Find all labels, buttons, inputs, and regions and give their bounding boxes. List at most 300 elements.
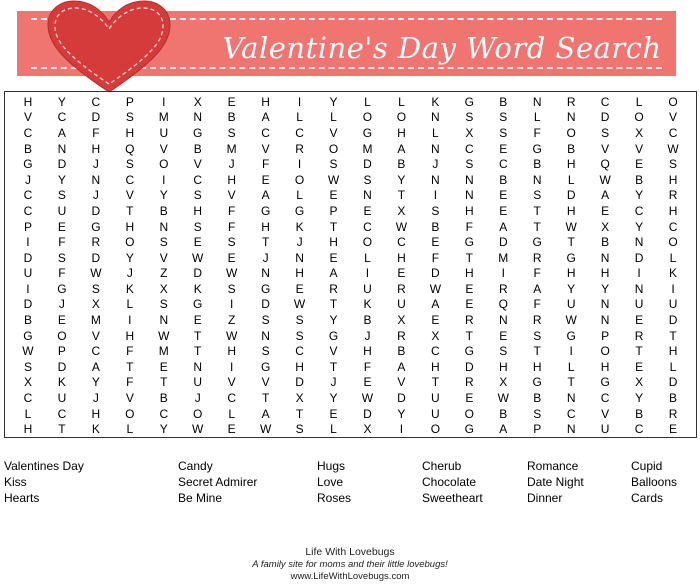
grid-letter: W: [90, 266, 102, 281]
grid-letter: E: [431, 235, 440, 250]
grid-letter: J: [296, 235, 303, 250]
grid-letter: G: [532, 235, 542, 250]
grid-letter: U: [431, 406, 440, 421]
grid-letter: X: [397, 313, 406, 328]
grid-letter: O: [328, 141, 339, 156]
grid-letter: L: [330, 422, 337, 437]
grid-letter: D: [600, 110, 610, 125]
grid-letter: A: [91, 359, 100, 374]
grid-letter: V: [397, 375, 406, 390]
grid-letter: S: [431, 203, 440, 218]
grid-letter: C: [600, 391, 610, 406]
grid-letter: R: [634, 328, 644, 343]
grid-letter: B: [159, 391, 168, 406]
grid-letter: O: [362, 110, 373, 125]
grid-letter: S: [125, 110, 134, 125]
grid-letter: W: [599, 172, 611, 187]
grid-letter: S: [261, 313, 270, 328]
word-item: Romance: [527, 459, 579, 473]
grid-letter: D: [23, 297, 33, 312]
grid-letter: W: [226, 328, 238, 343]
grid-letter: F: [92, 125, 100, 140]
word-column-6: [631, 458, 677, 506]
grid-letter: G: [464, 344, 474, 359]
word-item: Hearts: [4, 491, 40, 505]
grid-letter: H: [498, 359, 508, 374]
grid-letter: Z: [160, 266, 168, 281]
grid-letter: H: [668, 203, 678, 218]
grid-letter: H: [566, 157, 576, 172]
grid-letter: J: [92, 391, 99, 406]
grid-letter: G: [600, 375, 610, 390]
grid-letter: F: [227, 219, 236, 234]
grid-letter: O: [362, 235, 373, 250]
grid-letter: O: [668, 235, 678, 250]
grid-letter: U: [159, 125, 169, 140]
grid-letter: O: [600, 344, 610, 359]
grid-letter: W: [259, 422, 272, 437]
grid-letter: X: [363, 422, 372, 437]
grid-letter: H: [23, 422, 33, 437]
grid-letter: N: [464, 172, 474, 187]
word-column-4: [422, 458, 483, 506]
grid-letter: A: [499, 219, 508, 234]
grid-letter: R: [566, 94, 576, 109]
grid-letter: A: [601, 188, 610, 203]
grid-letter: D: [668, 375, 678, 390]
grid-letter: E: [57, 219, 66, 234]
grid-letter: E: [329, 406, 338, 421]
grid-letter: U: [57, 203, 67, 218]
grid-letter: N: [600, 250, 610, 265]
grid-letter: O: [566, 125, 576, 140]
grid-letter: S: [91, 281, 100, 296]
grid-letter: N: [634, 235, 644, 250]
grid-letter: R: [397, 328, 406, 343]
grid-letter: L: [398, 94, 405, 109]
grid-letter: B: [635, 172, 644, 187]
grid-letter: R: [498, 281, 508, 296]
grid-letter: C: [23, 391, 33, 406]
grid-letter: I: [162, 94, 166, 109]
grid-letter: S: [227, 281, 236, 296]
grid-letter: V: [601, 141, 610, 156]
grid-letter: E: [227, 250, 236, 265]
grid-letter: C: [227, 391, 236, 406]
grid-letter: K: [57, 375, 66, 390]
grid-letter: B: [533, 157, 542, 172]
grid-letter: U: [668, 297, 678, 312]
grid-letter: U: [566, 297, 576, 312]
grid-letter: D: [295, 375, 304, 390]
grid-letter: R: [464, 313, 474, 328]
grid-letter: L: [533, 110, 541, 125]
word-item: Be Mine: [178, 491, 223, 505]
footer-url: www.LifeWithLovebugs.com: [290, 571, 410, 582]
grid-letter: I: [569, 344, 573, 359]
grid-letter: X: [465, 125, 474, 140]
grid-letter: C: [498, 157, 508, 172]
grid-letter: B: [397, 344, 406, 359]
grid-letter: X: [431, 328, 440, 343]
grid-letter: S: [669, 157, 678, 172]
grid-letter: S: [363, 172, 372, 187]
grid-letter: D: [363, 406, 372, 421]
grid-letter: D: [668, 313, 678, 328]
grid-letter: Y: [601, 281, 610, 296]
grid-letter: C: [397, 235, 406, 250]
grid-letter: D: [566, 188, 576, 203]
grid-letter: I: [297, 94, 302, 109]
grid-letter: P: [533, 422, 542, 437]
grid-letter: C: [668, 125, 678, 140]
grid-letter: X: [601, 219, 610, 234]
grid-letter: G: [532, 375, 542, 390]
grid-letter: B: [499, 94, 508, 109]
grid-letter: E: [465, 281, 474, 296]
grid-letter: K: [125, 281, 134, 296]
grid-letter: N: [566, 391, 576, 406]
grid-letter: S: [295, 328, 304, 343]
grid-letter: H: [91, 406, 101, 421]
grid-letter: H: [261, 94, 270, 109]
grid-letter: V: [23, 110, 32, 125]
grid-letter: T: [126, 359, 134, 374]
grid-letter: S: [329, 157, 338, 172]
grid-letter: R: [532, 313, 542, 328]
grid-letter: S: [499, 344, 508, 359]
grid-letter: B: [193, 141, 202, 156]
grid-letter: I: [637, 266, 641, 281]
grid-letter: D: [193, 266, 203, 281]
grid-letter: D: [397, 391, 406, 406]
grid-letter: O: [193, 406, 203, 421]
grid-letter: G: [566, 328, 576, 343]
grid-letter: W: [429, 281, 442, 296]
footer-site-name: Life With Lovebugs: [305, 546, 395, 558]
grid-letter: F: [533, 266, 541, 281]
grid-letter: E: [329, 188, 338, 203]
grid-letter: T: [533, 203, 541, 218]
grid-letter: E: [397, 266, 406, 281]
grid-letter: E: [499, 328, 508, 343]
grid-letter: H: [464, 266, 474, 281]
grid-letter: V: [159, 250, 168, 265]
grid-letter: D: [261, 297, 270, 312]
grid-letter: W: [497, 391, 509, 406]
grid-letter: T: [465, 250, 473, 265]
grid-letter: B: [397, 157, 406, 172]
grid-letter: G: [260, 359, 271, 374]
grid-letter: D: [431, 266, 440, 281]
grid-letter: P: [601, 328, 610, 343]
grid-letter: X: [193, 94, 202, 109]
grid-letter: H: [600, 266, 610, 281]
grid-letter: G: [464, 422, 474, 437]
grid-letter: D: [57, 359, 67, 374]
word-item: Candy: [178, 459, 213, 473]
grid-letter: C: [634, 422, 644, 437]
grid-letter: Y: [125, 250, 134, 265]
grid-letter: T: [58, 422, 66, 437]
grid-letter: Y: [159, 188, 168, 203]
grid-letter: C: [91, 344, 101, 359]
grid-letter: I: [26, 235, 30, 250]
grid-letter: N: [91, 172, 101, 187]
grid-letter: S: [295, 313, 304, 328]
grid-letter: D: [634, 250, 644, 265]
grid-letter: O: [294, 172, 305, 187]
grid-letter: C: [193, 172, 203, 187]
grid-letter: T: [261, 235, 270, 250]
grid-letter: C: [295, 344, 304, 359]
grid-letter: E: [159, 359, 168, 374]
grid-letter: V: [261, 141, 270, 156]
grid-letter: S: [533, 406, 542, 421]
word-search-grid: [4, 91, 697, 438]
word-item: Hugs: [317, 459, 346, 473]
grid-letter: H: [295, 359, 304, 374]
grid-letter: G: [57, 281, 67, 296]
grid-letter: B: [499, 406, 508, 421]
grid-letter: M: [226, 141, 237, 156]
grid-letter: N: [600, 313, 610, 328]
grid-letter: N: [600, 297, 610, 312]
grid-letter: Y: [329, 391, 338, 406]
grid-letter: M: [90, 313, 101, 328]
grid-letter: O: [57, 328, 67, 343]
grid-letter: M: [362, 141, 373, 156]
grid-letter: I: [26, 281, 30, 296]
grid-letter: L: [364, 250, 371, 265]
grid-letter: J: [330, 375, 337, 390]
word-item: Cherub: [422, 459, 462, 473]
grid-letter: B: [23, 141, 32, 156]
grid-letter: G: [362, 125, 373, 140]
grid-letter: H: [363, 344, 372, 359]
grid-letter: Y: [635, 188, 644, 203]
grid-letter: B: [227, 110, 236, 125]
grid-letter: C: [634, 203, 644, 218]
grid-letter: H: [125, 219, 135, 234]
grid-letter: T: [126, 203, 134, 218]
grid-letter: H: [668, 344, 678, 359]
grid-letter: N: [261, 328, 270, 343]
grid-letter: H: [125, 125, 135, 140]
grid-letter: F: [126, 375, 134, 390]
grid-letter: D: [91, 110, 101, 125]
grid-letter: W: [226, 266, 238, 281]
grid-letter: P: [57, 344, 66, 359]
grid-letter: F: [227, 203, 236, 218]
grid-letter: Q: [600, 157, 610, 172]
grid-letter: W: [667, 141, 679, 156]
grid-letter: D: [498, 235, 508, 250]
grid-letter: V: [227, 375, 236, 390]
grid-letter: H: [23, 94, 33, 109]
grid-letter: V: [329, 125, 338, 140]
grid-letter: W: [192, 250, 204, 265]
grid-letter: O: [159, 157, 169, 172]
grid-letter: N: [431, 110, 440, 125]
grid-letter: V: [91, 328, 100, 343]
grid-letter: E: [465, 391, 474, 406]
grid-letter: Y: [397, 406, 406, 421]
grid-letter: N: [193, 110, 203, 125]
grid-letter: X: [159, 281, 168, 296]
grid-letter: C: [125, 172, 135, 187]
grid-letter: G: [23, 328, 33, 343]
grid-letter: L: [669, 250, 677, 265]
grid-letter: K: [295, 219, 304, 234]
grid-letter: L: [126, 297, 134, 312]
grid-letter: Y: [159, 422, 168, 437]
grid-letter: O: [430, 422, 441, 437]
grid-letter: L: [24, 406, 32, 421]
grid-letter: U: [600, 422, 610, 437]
word-item: Roses: [317, 491, 352, 505]
grid-letter: W: [565, 219, 577, 234]
grid-letter: K: [669, 266, 678, 281]
grid-letter: F: [126, 344, 134, 359]
grid-letter: M: [158, 110, 169, 125]
grid-letter: I: [671, 281, 675, 296]
grid-letter: D: [91, 250, 101, 265]
grid-letter: X: [295, 391, 304, 406]
grid-letter: P: [125, 94, 134, 109]
grid-letter: D: [57, 157, 67, 172]
grid-letter: E: [193, 235, 202, 250]
grid-letter: W: [158, 328, 170, 343]
grid-letter: G: [260, 281, 271, 296]
grid-letter: B: [159, 203, 168, 218]
grid-letter: B: [431, 219, 440, 234]
grid-letter: T: [160, 375, 168, 390]
grid-letter: Q: [125, 141, 135, 156]
grid-letter: V: [329, 344, 338, 359]
grid-letter: A: [261, 406, 270, 421]
grid-letter: U: [57, 391, 67, 406]
grid-letter: H: [329, 235, 338, 250]
grid-letter: N: [159, 219, 169, 234]
grid-letter: N: [498, 313, 508, 328]
grid-letter: S: [465, 157, 474, 172]
grid-letter: B: [567, 141, 576, 156]
grid-letter: R: [464, 375, 474, 390]
grid-letter: S: [295, 422, 304, 437]
grid-letter: E: [499, 141, 508, 156]
word-column-3: [317, 458, 351, 506]
grid-letter: G: [91, 219, 101, 234]
grid-letter: C: [431, 344, 440, 359]
grid-letter: V: [159, 141, 168, 156]
grid-letter: U: [193, 375, 203, 390]
grid-letter: J: [24, 172, 31, 187]
grid-letter: V: [601, 406, 610, 421]
grid-letter: E: [295, 281, 304, 296]
word-item: Date Night: [527, 475, 584, 489]
grid-letter: C: [57, 110, 67, 125]
grid-letter: L: [296, 110, 303, 125]
grid-letter: N: [464, 188, 474, 203]
heart-icon: [44, 0, 174, 96]
grid-letter: E: [363, 203, 372, 218]
word-column-2: [178, 458, 257, 506]
grid-letter: W: [192, 422, 204, 437]
grid-letter: S: [499, 110, 508, 125]
grid-letter: T: [397, 188, 406, 203]
grid-letter: V: [193, 157, 202, 172]
grid-letter: H: [125, 328, 135, 343]
grid-letter: S: [23, 359, 32, 374]
grid-letter: A: [397, 141, 406, 156]
grid-letter: F: [533, 125, 541, 140]
word-item: Kiss: [4, 475, 27, 489]
grid-letter: S: [499, 125, 508, 140]
grid-letter: S: [533, 328, 542, 343]
word-item: Secret Admirer: [178, 475, 258, 489]
word-list: [4, 458, 694, 508]
grid-letter: R: [668, 188, 678, 203]
grid-letter: I: [229, 297, 234, 312]
grid-letter: H: [566, 203, 576, 218]
grid-letter: E: [601, 203, 610, 218]
grid-letter: N: [634, 281, 644, 296]
grid-letter: H: [295, 266, 304, 281]
grid-letter: G: [464, 94, 474, 109]
word-item: Balloons: [631, 475, 678, 489]
grid-letter: M: [498, 250, 509, 265]
grid-letter: T: [567, 375, 575, 390]
grid-letter: U: [397, 297, 406, 312]
grid-letter: O: [125, 235, 135, 250]
grid-letter: V: [125, 391, 134, 406]
grid-letter: I: [297, 157, 302, 172]
grid-letter: S: [57, 250, 66, 265]
grid-letter: A: [261, 110, 270, 125]
grid-letter: E: [329, 250, 338, 265]
grid-letter: J: [432, 157, 439, 172]
grid-letter: O: [125, 406, 135, 421]
grid-letter: K: [193, 281, 202, 296]
grid-letter: X: [635, 375, 644, 390]
grid-letter: H: [227, 172, 236, 187]
grid-letter: J: [228, 157, 235, 172]
grid-letter: K: [91, 422, 100, 437]
grid-letter: T: [194, 328, 202, 343]
grid-letter: H: [261, 219, 270, 234]
grid-letter: U: [363, 281, 372, 296]
grid-letter: E: [635, 359, 644, 374]
grid-letter: R: [532, 250, 542, 265]
grid-letter: X: [23, 375, 32, 390]
grid-letter: A: [261, 188, 270, 203]
grid-letter: T: [533, 344, 541, 359]
grid-letter: H: [668, 172, 678, 187]
grid-letter: T: [329, 297, 338, 312]
grid-letter: T: [669, 328, 677, 343]
grid-letter: S: [227, 235, 236, 250]
grid-letter: Y: [635, 391, 644, 406]
grid-letter: I: [433, 188, 438, 203]
grid-letter: L: [567, 172, 575, 187]
grid-letter: L: [330, 110, 337, 125]
grid-letter: S: [159, 235, 168, 250]
grid-letter: W: [293, 297, 306, 312]
grid-letter: S: [227, 125, 236, 140]
grid-letter: C: [363, 219, 372, 234]
grid-letter: C: [23, 125, 33, 140]
